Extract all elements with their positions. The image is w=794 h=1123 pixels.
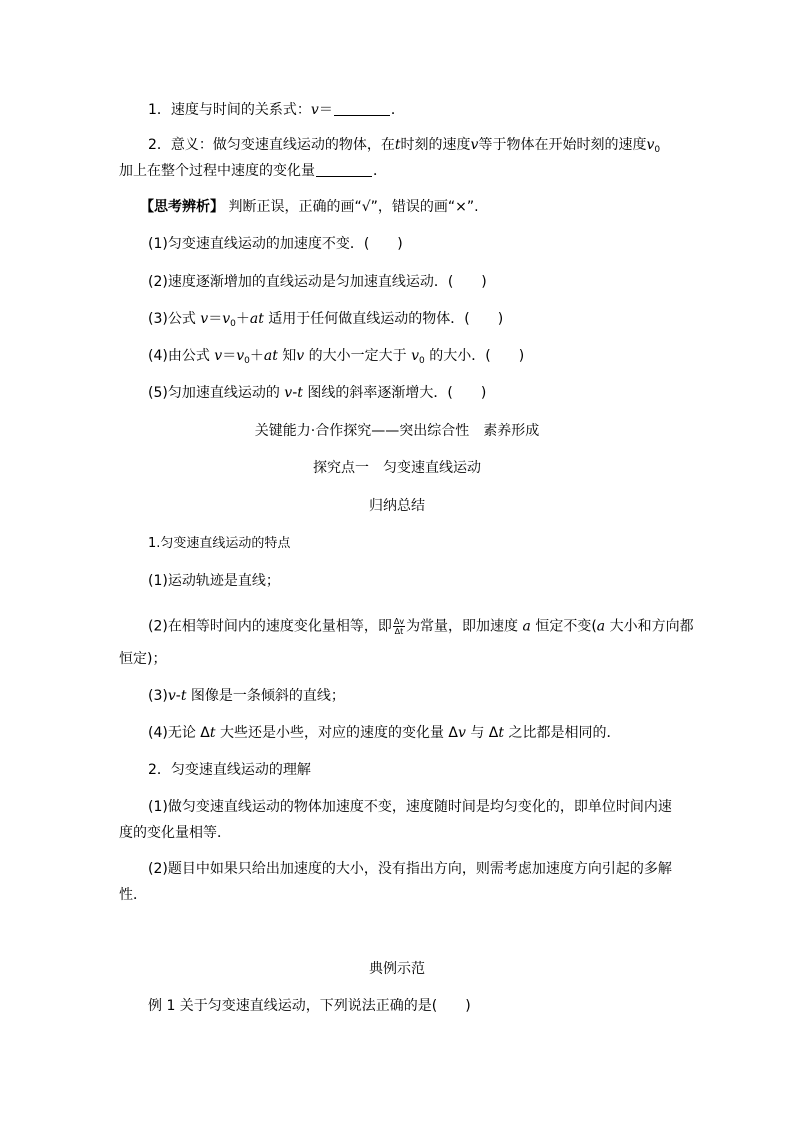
understanding-1-line-2: 度的变化量相等．	[119, 825, 231, 841]
meaning-line-2: 加上在整个过程中速度的变化量 ．	[119, 163, 387, 179]
feature-1: (1)运动轨迹是直线；	[148, 573, 280, 589]
feature-2-line-2: 恒定)；	[119, 651, 167, 667]
section-title: 关键能力·合作探究——突出综合性 素养形成	[254, 423, 540, 439]
think-item-1: (1)匀变速直线运动的加速度不变．( )	[148, 236, 403, 252]
formula-line: 1．速度与时间的关系式：v＝ ．	[148, 102, 405, 118]
feature-4: (4)无论 Δt 大些还是小些，对应的速度的变化量 Δv 与 Δt 之比都是相同的．	[148, 725, 621, 741]
understanding-2-line-2: 性．	[119, 887, 147, 903]
think-heading: 【思考辨析】 判断正误，正确的画“√”，错误的画“×”.	[140, 199, 479, 215]
think-item-4: (4)由公式 $v=v_0+at$ 知v 的大小一定大于 $v_0$ 的大小．( )	[148, 348, 525, 366]
answer-blank[interactable]	[316, 164, 372, 177]
example-question-1: 例 1 关于匀变速直线运动，下列说法正确的是( )	[148, 998, 471, 1014]
think-item-2: (2)速度逐渐增加的直线运动是匀加速直线运动．( )	[148, 274, 487, 290]
understanding-1-line-1: (1)做匀变速直线运动的物体加速度不变，速度随时间是均匀变化的，即单位时间内速	[148, 799, 672, 815]
answer-blank[interactable]	[334, 103, 390, 116]
example-title: 典例示范	[369, 961, 425, 977]
understanding-heading: 2．匀变速直线运动的理解	[148, 762, 311, 778]
feature-2-line-1: (2)在相等时间内的速度变化量相等，即 $\frac{\Delta v}{\Delta t}$ 为常量，即加速度 a 恒定不变(a 大小和方向都	[148, 617, 694, 636]
understanding-2-line-1: (2)题目中如果只给出加速度的大小，没有指出方向，则需考虑加速度方向引起的多解	[148, 861, 672, 877]
think-item-3: (3)公式 $v=v_0+at$ 适用于任何做直线运动的物体．( )	[148, 311, 504, 329]
delta-fraction: $\frac{\Delta v}{\Delta t}$	[393, 617, 405, 636]
features-heading: 1.匀变速直线运动的特点	[148, 536, 291, 551]
inquiry-point-title: 探究点一 匀变速直线运动	[313, 460, 481, 476]
meaning-line-1: 2．意义：做匀变速直线运动的物体，在t时刻的速度v等于物体在开始时刻的速度$v_0$	[148, 137, 661, 155]
summary-title: 归纳总结	[369, 498, 425, 514]
feature-3: (3)v-t 图像是一条倾斜的直线；	[148, 688, 345, 704]
think-item-5: (5)匀加速直线运动的 v-t 图线的斜率逐渐增大．( )	[148, 385, 487, 401]
